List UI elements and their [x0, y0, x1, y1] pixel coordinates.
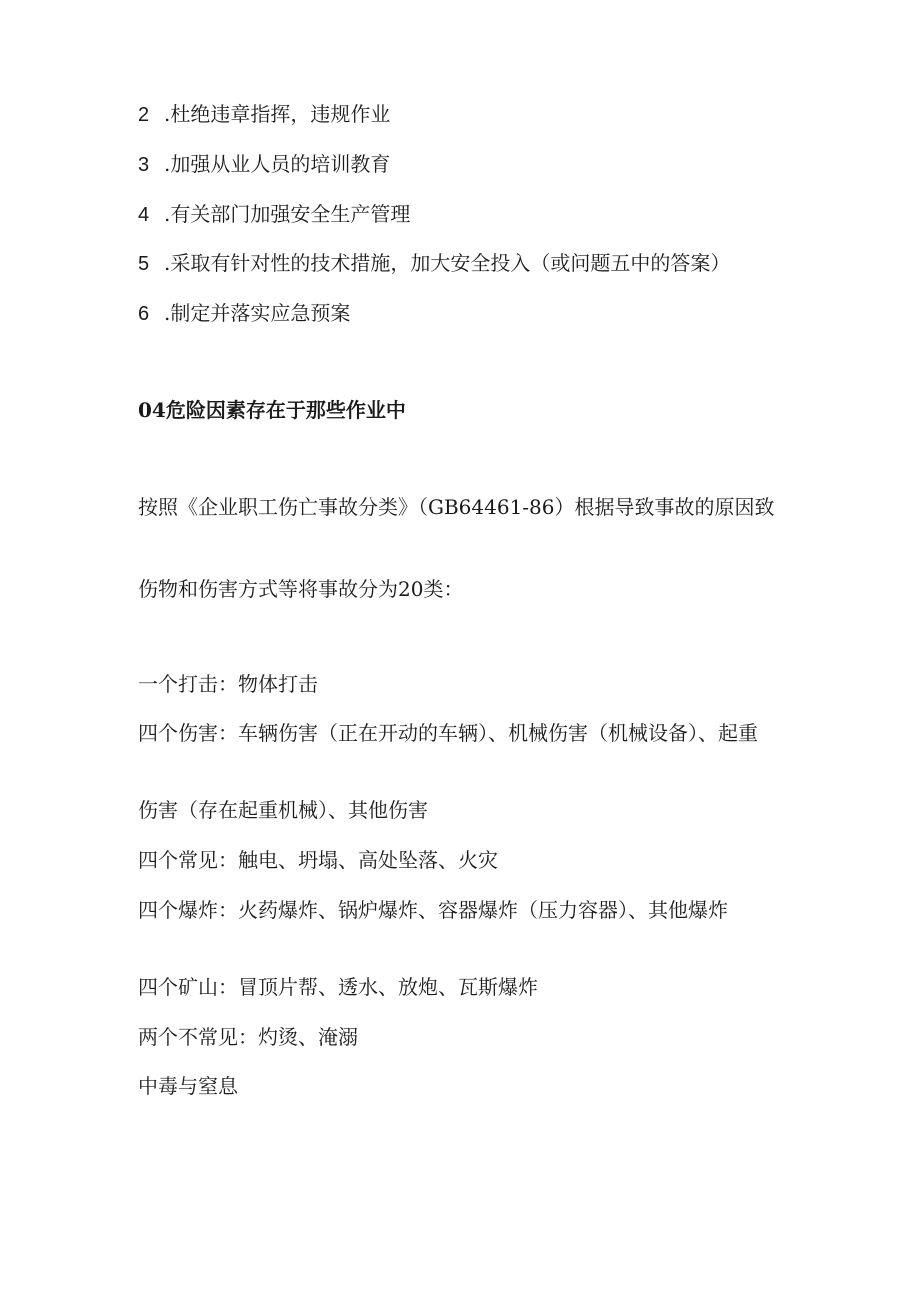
list-item-6: [138, 300, 788, 328]
list-item-4: [138, 201, 788, 229]
category-line: 四个爆炸：火药爆炸、锅炉爆炸、容器爆炸（压力容器）、其他爆炸: [138, 898, 728, 922]
category-line: 中毒与窒息: [138, 1074, 238, 1098]
list-item-5: [138, 250, 788, 278]
list-text: .加强从业人员的培训教育: [164, 152, 391, 176]
list-number: 5: [138, 253, 150, 275]
list-text: .制定并落实应急预案: [164, 301, 351, 325]
list-item-3: [138, 151, 788, 179]
list-number: 4: [138, 204, 150, 226]
list-text: .有关部门加强安全生产管理: [164, 202, 411, 226]
category-line: 四个矿山：冒顶片帮、透水、放炮、瓦斯爆炸: [138, 975, 538, 999]
list-text: .杜绝违章指挥，违规作业: [164, 102, 391, 126]
category-line: 伤害（存在起重机械）、其他伤害: [138, 798, 428, 822]
section-heading: 04危险因素存在于那些作业中: [138, 398, 406, 422]
intro-paragraph-line-2: 伤物和伤害方式等将事故分为20类：: [138, 577, 464, 601]
category-line: 四个常见：触电、坍塌、高处坠落、火灾: [138, 848, 498, 872]
category-line: 一个打击：物体打击: [138, 672, 318, 696]
list-item-2: [138, 101, 788, 129]
list-text: .采取有针对性的技术措施，加大安全投入（或问题五中的答案）: [164, 251, 731, 275]
category-line: 两个不常见：灼烫、淹溺: [138, 1025, 358, 1049]
category-line: 四个伤害：车辆伤害（正在开动的车辆）、机械伤害（机械设备）、起重: [138, 721, 758, 745]
list-number: 6: [138, 303, 150, 325]
intro-paragraph-line-1: 按照《企业职工伤亡事故分类》（GB64461-86）根据导致事故的原因致: [138, 495, 775, 519]
list-number: 3: [138, 154, 150, 176]
list-number: 2: [138, 104, 150, 126]
